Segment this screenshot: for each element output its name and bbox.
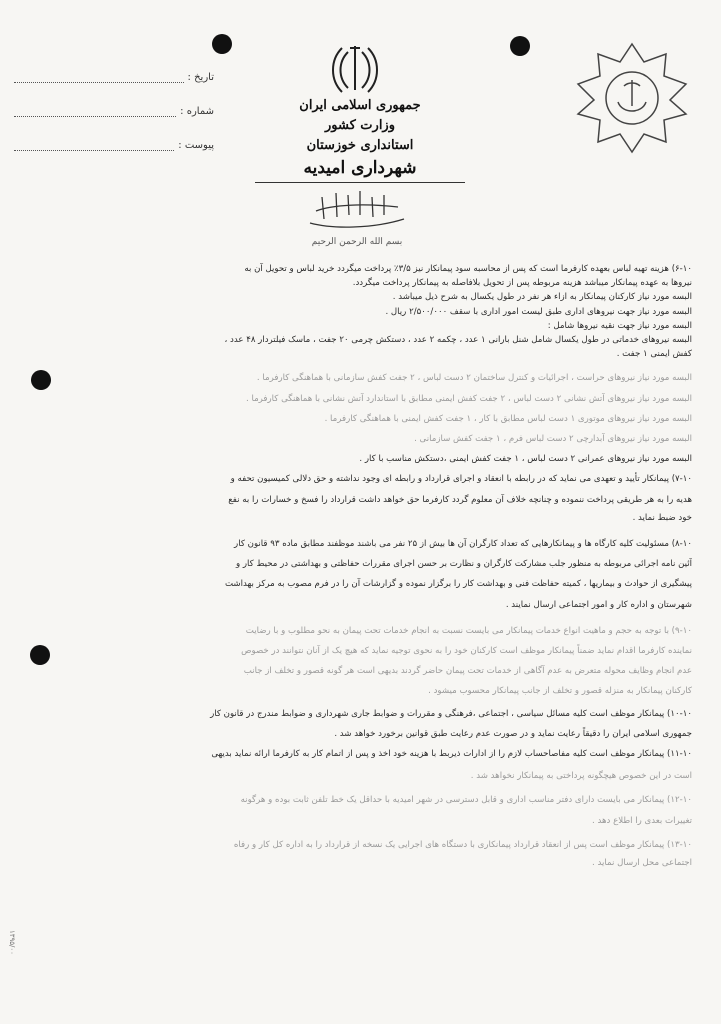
body-line: آئین نامه اجرائی مربوطه به منظور جلب مشارکت کارگران و نظارت بر حسن اجرای مقررات حفاظتی و بهداشتی در محیط کار و (236, 559, 692, 570)
body-line: نیروها به عهده پیمانکار میباشد هزینه مربوطه پس از تحویل بلافاصله به پیمانکار پرداخت میگردد. (352, 278, 692, 289)
date-label: تاریخ : (187, 71, 214, 83)
body-line: هدیه را به هر طریقی پرداخت ننموده و چنانچه خلاف آن معلوم گردد کارفرما حق خواهد داشت قرارداد را فسخ و خسارات را به نفع (228, 494, 692, 505)
body-line: اجتماعی محل ارسال نماید . (592, 858, 692, 869)
body-line: البسه مورد نیاز نیروهای عمرانی ۲ دست لباس ، ۱ جفت کفش ایمنی ،دستکش مناسب با کار . (359, 454, 692, 465)
attachment-label: پیوست : (178, 139, 214, 151)
body-line: ۱۳-۱۰) پیمانکار موظف است پس از انعقاد قرارداد پیمانکاری با دستگاه های اجرایی یک نسخه از قرارداد را به اداره کل کار و رفاه (233, 839, 692, 850)
punch-hole (510, 36, 530, 56)
body-line: ۶-۱۰) هزینه تهیه لباس بعهده کارفرما است که پس از محاسبه سود پیمانکار نیز ۳/۵٪ پرداخت میگردد خرید لباس و تحویل آن به (244, 264, 692, 274)
body-line: البسه مورد نیاز نیروهای حراست ، اجرائیات و کنترل ساختمان ۲ دست لباس ، ۲ جفت کفش سازمانی با هماهنگی کارفرما . (256, 373, 692, 384)
attachment-field (14, 140, 174, 151)
body-line: البسه مورد نیاز نیروهای موتوری ۱ دست لباس مطابق با کار ، ۱ جفت کفش ایمنی با هماهنگی کارفرما . (324, 413, 692, 424)
body-line: ۹-۱۰) با توجه به حجم و ماهیت انواع خدمات پیمانکار می بایست نسبت به انجام خدمات تحت پیمان به نحو مطلوب و با رضایت (245, 625, 692, 636)
number-field (14, 106, 176, 117)
municipality-title: شهرداری امیدیه (303, 158, 417, 178)
body-line: البسه نیروهای خدماتی در طول یکسال شامل شنل بارانی ۱ عدد ، چکمه ۲ عدد ، دستکش چرمی ۲۰ جفت ، ماسک فیلتردار ۴۸ عدد ، (224, 335, 692, 346)
body-line: کارکنان پیمانکار به منزله قصور و تخلف از جانب پیمانکار محسوب میشود . (428, 686, 692, 697)
ministry-title: وزارت کشور (325, 118, 395, 133)
calligraphy-flourish-icon (302, 185, 412, 233)
body-line: البسه مورد نیاز نیروهای آتش نشانی ۲ دست لباس ، ۲ جفت کفش ایمنی مطابق با استاندارد آتش نشانی با هماهنگی کارفرما . (246, 393, 692, 404)
body-line: البسه مورد نیاز نیروهای آبدارچی ۲ دست لباس فرم ، ۱ جفت کفش سازمانی . (414, 434, 692, 445)
body-line: نماینده کارفرما اقدام نماید ضمناً پیمانکار موظف است کارکنان خود را به نحوی توجیه نماید که هیچ یک از آنان نتوانند در خصوص (241, 646, 692, 657)
body-line: کفش ایمنی ۱ جفت . (616, 349, 692, 360)
body-line: تغییرات بعدی را اطلاع دهد . (592, 815, 692, 826)
body-line: پیشگیری از حوادث و بیماریها ، کمیته حفاظت فنی و بهداشت کار را برگزار نموده و گزارشات آن را در فرم مصوب به مرکز بهداشت (224, 579, 692, 590)
punch-hole (212, 34, 232, 54)
municipality-logo-icon (574, 40, 690, 156)
body-line: جمهوری اسلامی ایران را دقیقاً رعایت نماید و در صورت عدم رعایت طبق قوانین برخورد خواهد شد . (334, 728, 692, 739)
date-field (14, 72, 184, 83)
body-line: البسه مورد نیاز جهت نقیه نیروها شامل : (547, 320, 692, 331)
governorate-title: استانداری خوزستان (306, 138, 414, 153)
letter-body (28, 262, 692, 1012)
body-line: ۱۲-۱۰) پیمانکار می بایست دارای دفتر مناسب اداری و قابل دسترسی در شهر امیدیه با حداقل یک خط تلفن ثابت بوده و هرگونه (240, 795, 692, 806)
body-line: خود ضبط نماید . (632, 512, 692, 523)
body-line: ۱۰-۱۰) پیمانکار موظف است کلیه مسائل سیاسی ، اجتماعی ،فرهنگی و مقررات و ضوابط جاری شهرداری و ضوابط مندرج در قانون کار (210, 708, 692, 719)
basmala-calligraphy (302, 185, 412, 255)
date-row (14, 60, 214, 94)
body-line: ۱۱-۱۰) پیمانکار موظف است کلیه مفاصاحساب لازم را از ادارات ذیربط با هزینه خود اخذ و پس از اتمام کار به کارفرما ارائه نماید بدیهی (211, 749, 692, 760)
body-line: ۷-۱۰) پیمانکار تأیید و تعهدی می نماید که در رابطه با انعقاد و اجرای قرارداد و رابطه ای وجود نداشته و حق دلالی کمیسیون تحفه و (230, 474, 692, 485)
iran-emblem-icon (326, 40, 384, 98)
letter-meta (14, 60, 214, 162)
basmala-text: بسم الله الرحمن الرحیم (311, 237, 403, 247)
side-margin-note: ۱۳۹۵/۰۰ (8, 930, 16, 955)
attachment-row (14, 128, 214, 162)
republic-title: جمهوری اسلامی ایران (299, 98, 421, 113)
body-line: است در این خصوص هیچگونه پرداختی به پیمانکار نخواهد شد . (470, 771, 692, 782)
header-divider (255, 182, 465, 183)
letterhead (250, 96, 470, 156)
number-label: شماره : (180, 105, 214, 117)
number-row (14, 94, 214, 128)
body-line: ۸-۱۰) مسئولیت کلیه کارگاه ها و پیمانکارهایی که تعداد کارگران آن ها بیش از ۲۵ نفر می باشند موظفند مطابق ماده ۹۳ قانون کار (234, 539, 692, 550)
body-line: عدم انجام وظایف محوله متعرض به عدم آگاهی از خدمات تحت پیمان حاضر گردند بدیهی است هر گونه قصور و تخلف از جانب (243, 666, 692, 677)
body-line: البسه مورد نیاز کارکنان پیمانکار به ازاء هر نفر در طول یکسال به شرح ذیل میباشد . (392, 292, 692, 303)
body-line: البسه مورد نیاز جهت نیروهای اداری طبق لیست امور اداری با سقف ۲/۵۰۰/۰۰۰ ریال . (385, 306, 692, 317)
body-line: شهرستان و اداره کار و امور اجتماعی ارسال نمایند . (505, 599, 692, 610)
